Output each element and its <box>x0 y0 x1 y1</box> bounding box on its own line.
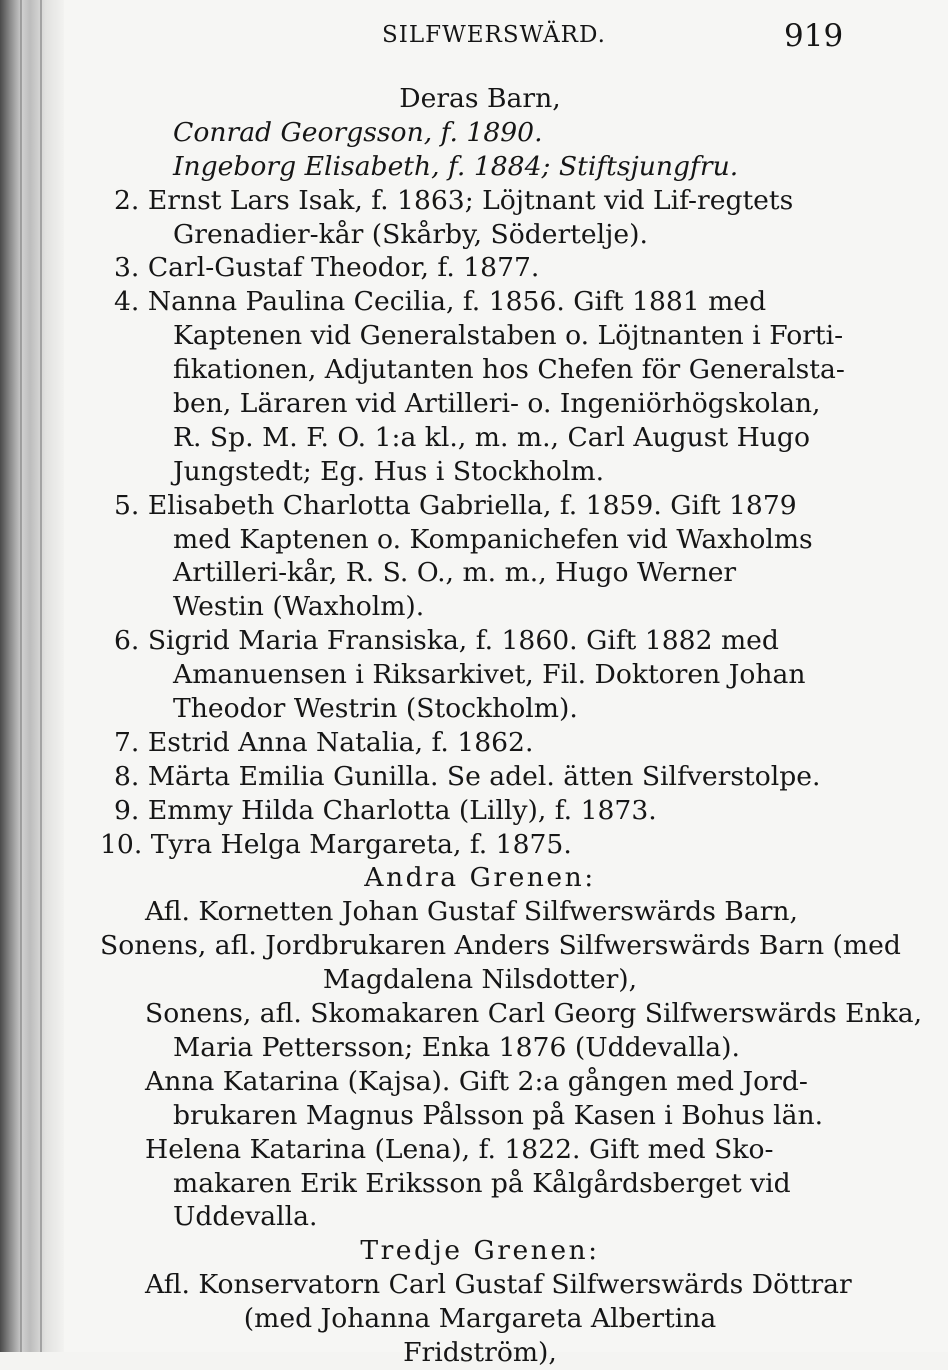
numbered-entry: 8. Märta Emilia Gunilla. Se adel. ätten Silfverstolpe. <box>114 760 821 792</box>
text-line: brukaren Magnus Pålsson på Kasen i Bohus län. <box>173 1099 824 1131</box>
text-line: Amanuensen i Riksarkivet, Fil. Doktoren Johan <box>173 659 806 691</box>
text-line: Afl. Kornetten Johan Gustaf Silfwerswärds Barn, <box>145 896 798 928</box>
text-line: Uddevalla. <box>173 1201 318 1233</box>
genealogy-text <box>100 82 923 1370</box>
numbered-entry: 7. Estrid Anna Natalia, f. 1862. <box>114 726 534 758</box>
text-line: Sonens, afl. Jordbrukaren Anders Silfwerswärds Barn (med <box>100 930 901 962</box>
text-line: ben, Läraren vid Artilleri- o. Ingeniörhögskolan, <box>173 388 821 420</box>
text-line: Conrad Georgsson, f. 1890. <box>173 116 543 148</box>
section-heading: Tredje Grenen: <box>360 1235 600 1267</box>
book-spine-shadow <box>0 0 64 1352</box>
text-line: Artilleri-kår, R. S. O., m. m., Hugo Werner <box>173 557 737 589</box>
text-line: Helena Katarina (Lena), f. 1822. Gift med Sko- <box>145 1133 774 1165</box>
text-line: Theodor Westrin (Stockholm). <box>173 693 578 725</box>
page-number: 919 <box>784 18 844 54</box>
spine-crease <box>20 0 22 1352</box>
text-line: R. Sp. M. F. O. 1:a kl., m. m., Carl August Hugo <box>173 421 810 453</box>
numbered-entry: 9. Emmy Hilda Charlotta (Lilly), f. 1873. <box>114 794 657 826</box>
text-line: Sonens, afl. Skomakaren Carl Georg Silfwerswärds Enka, <box>145 998 923 1030</box>
text-line: Fridström), <box>403 1336 557 1368</box>
text-line: Grenadier-kår (Skårby, Södertelje). <box>173 218 648 250</box>
text-line: (med Johanna Margareta Albertina <box>243 1303 717 1335</box>
running-title: SILFWERSWÄRD. <box>382 22 606 48</box>
numbered-entry: 3. Carl-Gustaf Theodor, f. 1877. <box>114 252 540 284</box>
text-line: Kaptenen vid Generalstaben o. Löjtnanten i Forti- <box>173 320 844 352</box>
numbered-entry: 10. Tyra Helga Margareta, f. 1875. <box>100 828 572 860</box>
section-heading: Deras Barn, <box>399 83 561 114</box>
text-line: makaren Erik Eriksson på Kålgårdsberget vid <box>173 1167 791 1199</box>
text-line: Ingeborg Elisabeth, f. 1884; Stiftsjungfru. <box>173 150 739 182</box>
text-line: med Kaptenen o. Kompanichefen vid Waxholms <box>173 523 813 555</box>
numbered-entry: 4. Nanna Paulina Cecilia, f. 1856. Gift 1881 med <box>114 286 767 318</box>
spine-crease <box>40 0 42 1352</box>
section-heading: Andra Grenen: <box>364 862 596 894</box>
numbered-entry: 2. Ernst Lars Isak, f. 1863; Löjtnant vid Lif-regtets <box>114 184 794 216</box>
numbered-entry: 5. Elisabeth Charlotta Gabriella, f. 1859. Gift 1879 <box>114 489 797 521</box>
text-line: Magdalena Nilsdotter), <box>322 964 638 996</box>
text-line: Westin (Waxholm). <box>173 591 425 623</box>
numbered-entry: 6. Sigrid Maria Fransiska, f. 1860. Gift 1882 med <box>114 625 779 657</box>
page-header <box>0 18 948 58</box>
text-line: Anna Katarina (Kajsa). Gift 2:a gången med Jord- <box>145 1065 808 1097</box>
text-line: Jungstedt; Eg. Hus i Stockholm. <box>173 455 605 487</box>
text-line: Maria Pettersson; Enka 1876 (Uddevalla). <box>173 1031 740 1063</box>
text-line: Afl. Konservatorn Carl Gustaf Silfwerswärds Döttrar <box>145 1269 852 1301</box>
text-line: fikationen, Adjutanten hos Chefen för Generalsta- <box>173 354 845 386</box>
